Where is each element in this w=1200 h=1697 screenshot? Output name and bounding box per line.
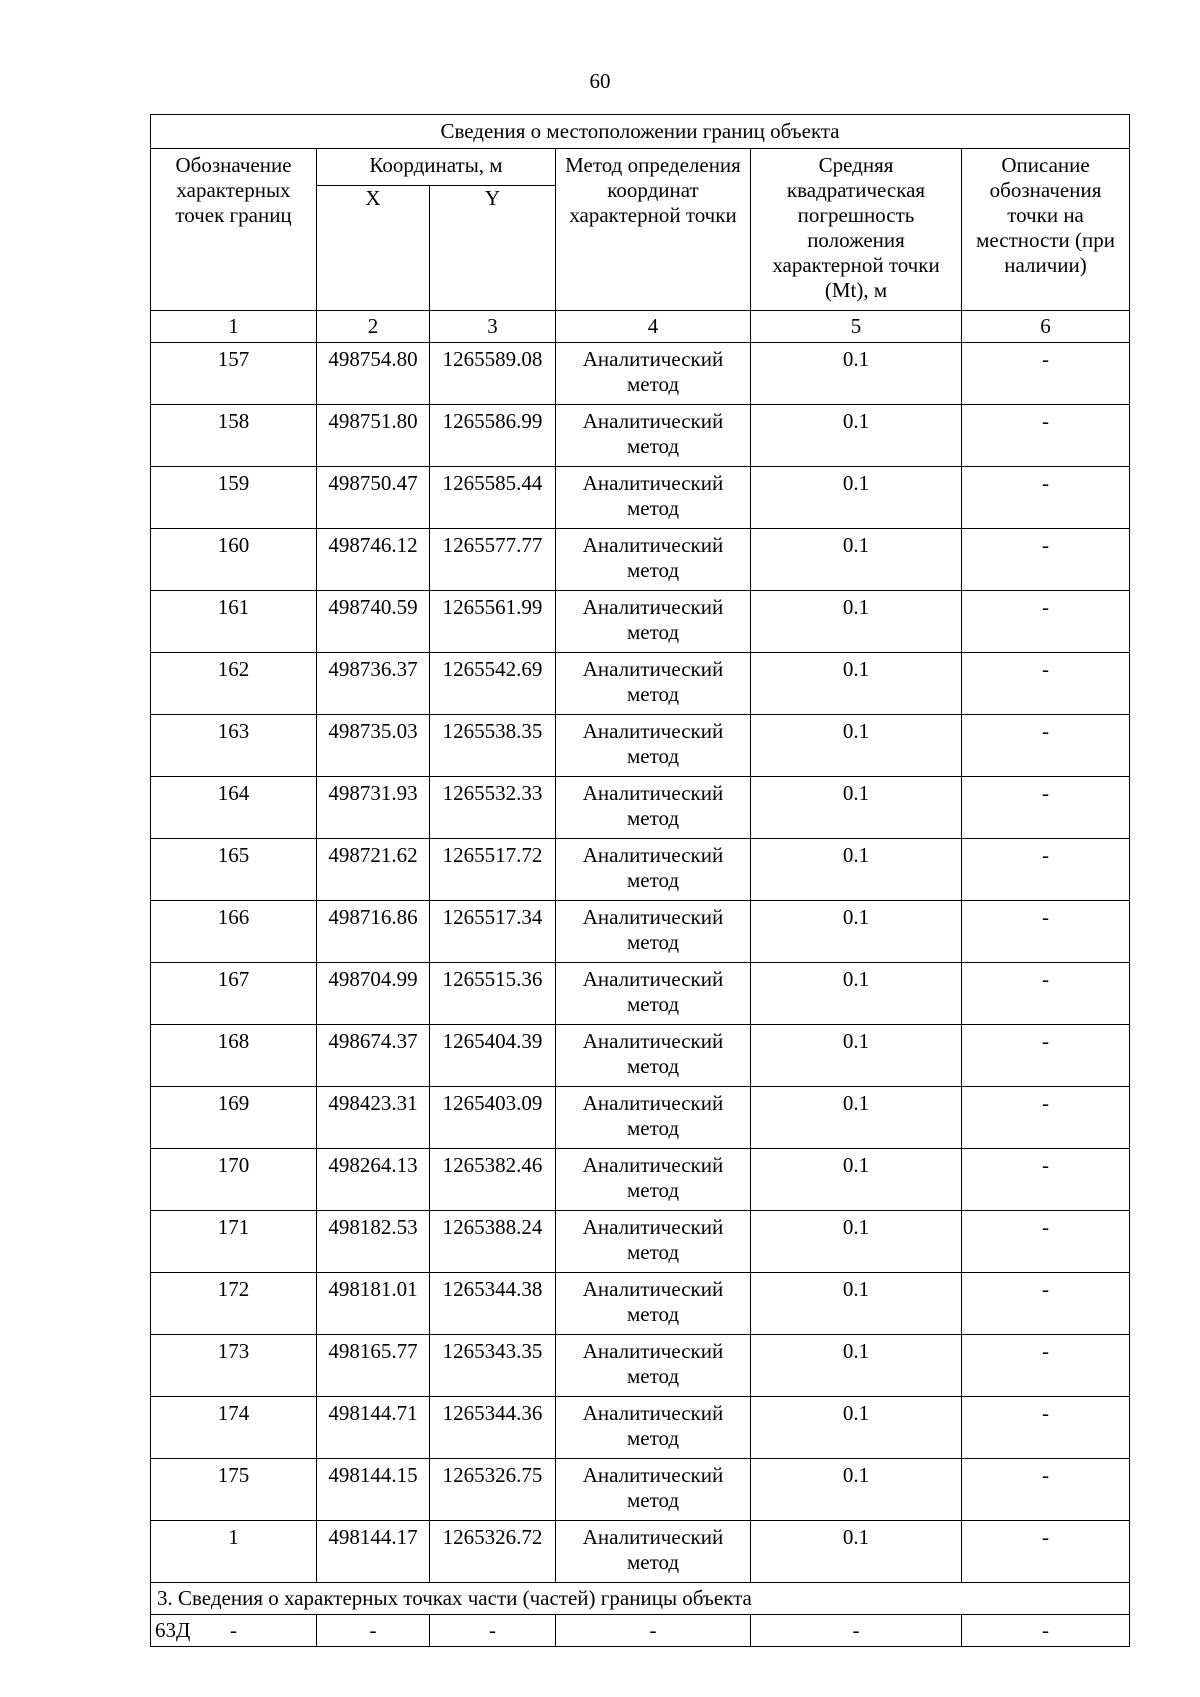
cell-x: 498740.59 [317, 591, 430, 653]
column-number-row [151, 311, 1130, 343]
empty-cell: - [151, 1615, 317, 1647]
cell-x: 498731.93 [317, 777, 430, 839]
cell-y: 1265517.34 [430, 901, 556, 963]
cell-point: 160 [151, 529, 317, 591]
cell-y: 1265344.38 [430, 1273, 556, 1335]
column-number: 2 [317, 311, 430, 343]
table-row [151, 1335, 1130, 1397]
cell-point: 168 [151, 1025, 317, 1087]
cell-method: Аналитический метод [556, 1397, 751, 1459]
cell-point: 170 [151, 1149, 317, 1211]
cell-error: 0.1 [751, 963, 962, 1025]
cell-y: 1265538.35 [430, 715, 556, 777]
cell-y: 1265586.99 [430, 405, 556, 467]
cell-description: - [962, 591, 1130, 653]
cell-method: Аналитический метод [556, 405, 751, 467]
table-row [151, 343, 1130, 405]
table-row [151, 529, 1130, 591]
cell-method: Аналитический метод [556, 963, 751, 1025]
cell-x: 498181.01 [317, 1273, 430, 1335]
empty-cell: - [962, 1615, 1130, 1647]
section-row [151, 1583, 1130, 1615]
cell-x: 498754.80 [317, 343, 430, 405]
cell-error: 0.1 [751, 715, 962, 777]
cell-description: - [962, 405, 1130, 467]
cell-y: 1265388.24 [430, 1211, 556, 1273]
column-number: 1 [151, 311, 317, 343]
cell-y: 1265403.09 [430, 1087, 556, 1149]
header-y: Y [430, 186, 556, 311]
cell-point: 159 [151, 467, 317, 529]
cell-description: - [962, 1459, 1130, 1521]
cell-error: 0.1 [751, 1211, 962, 1273]
column-number: 3 [430, 311, 556, 343]
cell-description: - [962, 1335, 1130, 1397]
column-number: 5 [751, 311, 962, 343]
cell-x: 498716.86 [317, 901, 430, 963]
table-row [151, 1149, 1130, 1211]
cell-error: 0.1 [751, 1397, 962, 1459]
cell-x: 498144.17 [317, 1521, 430, 1583]
cell-error: 0.1 [751, 343, 962, 405]
cell-point: 164 [151, 777, 317, 839]
cell-description: - [962, 1025, 1130, 1087]
cell-method: Аналитический метод [556, 653, 751, 715]
cell-method: Аналитический метод [556, 467, 751, 529]
cell-point: 172 [151, 1273, 317, 1335]
empty-cell: - [317, 1615, 430, 1647]
cell-point: 171 [151, 1211, 317, 1273]
cell-error: 0.1 [751, 591, 962, 653]
cell-method: Аналитический метод [556, 1459, 751, 1521]
cell-error: 0.1 [751, 1459, 962, 1521]
cell-x: 498736.37 [317, 653, 430, 715]
cell-point: 163 [151, 715, 317, 777]
table-row [151, 715, 1130, 777]
cell-description: - [962, 529, 1130, 591]
cell-error: 0.1 [751, 777, 962, 839]
cell-method: Аналитический метод [556, 1025, 751, 1087]
cell-x: 498165.77 [317, 1335, 430, 1397]
cell-point: 1 [151, 1521, 317, 1583]
cell-description: - [962, 839, 1130, 901]
cell-description: - [962, 1273, 1130, 1335]
cell-method: Аналитический метод [556, 1211, 751, 1273]
cell-x: 498751.80 [317, 405, 430, 467]
cell-error: 0.1 [751, 467, 962, 529]
cell-y: 1265326.72 [430, 1521, 556, 1583]
cell-description: - [962, 963, 1130, 1025]
table-row [151, 1397, 1130, 1459]
cell-description: - [962, 1397, 1130, 1459]
table-row [151, 1459, 1130, 1521]
header-description: Описание обозначения точки на местности (при наличии) [962, 149, 1130, 311]
cell-description: - [962, 901, 1130, 963]
cell-point: 169 [151, 1087, 317, 1149]
cell-method: Аналитический метод [556, 901, 751, 963]
header-error: Средняя квадратическая погрешность положения характерной точки (Mt), м [751, 149, 962, 311]
cell-description: - [962, 467, 1130, 529]
cell-method: Аналитический метод [556, 839, 751, 901]
cell-x: 498750.47 [317, 467, 430, 529]
cell-method: Аналитический метод [556, 1521, 751, 1583]
cell-y: 1265343.35 [430, 1335, 556, 1397]
cell-error: 0.1 [751, 1149, 962, 1211]
cell-error: 0.1 [751, 1521, 962, 1583]
table-row [151, 1025, 1130, 1087]
column-number: 4 [556, 311, 751, 343]
boundary-coordinates-table [150, 114, 1130, 1647]
cell-x: 498674.37 [317, 1025, 430, 1087]
cell-method: Аналитический метод [556, 777, 751, 839]
header-x: X [317, 186, 430, 311]
cell-x: 498423.31 [317, 1087, 430, 1149]
cell-y: 1265561.99 [430, 591, 556, 653]
cell-error: 0.1 [751, 1025, 962, 1087]
cell-description: - [962, 777, 1130, 839]
section-heading: 3. Сведения о характерных точках части (частей) границы объекта [151, 1583, 1130, 1615]
table-row [151, 1273, 1130, 1335]
table-title: Сведения о местоположении границ объекта [151, 115, 1130, 149]
cell-description: - [962, 343, 1130, 405]
cell-point: 174 [151, 1397, 317, 1459]
table-row [151, 1087, 1130, 1149]
cell-error: 0.1 [751, 1087, 962, 1149]
cell-point: 158 [151, 405, 317, 467]
cell-point: 161 [151, 591, 317, 653]
cell-method: Аналитический метод [556, 715, 751, 777]
cell-error: 0.1 [751, 839, 962, 901]
cell-method: Аналитический метод [556, 529, 751, 591]
cell-point: 165 [151, 839, 317, 901]
cell-description: - [962, 715, 1130, 777]
cell-description: - [962, 1211, 1130, 1273]
cell-description: - [962, 1149, 1130, 1211]
empty-cell: - [751, 1615, 962, 1647]
cell-error: 0.1 [751, 653, 962, 715]
table-row [151, 405, 1130, 467]
cell-error: 0.1 [751, 1335, 962, 1397]
cell-point: 167 [151, 963, 317, 1025]
cell-method: Аналитический метод [556, 1149, 751, 1211]
table-row [151, 1521, 1130, 1583]
cell-y: 1265344.36 [430, 1397, 556, 1459]
cell-x: 498144.71 [317, 1397, 430, 1459]
table-row [151, 467, 1130, 529]
table-row [151, 777, 1130, 839]
table-row [151, 901, 1130, 963]
cell-y: 1265326.75 [430, 1459, 556, 1521]
cell-y: 1265404.39 [430, 1025, 556, 1087]
cell-point: 173 [151, 1335, 317, 1397]
cell-x: 498735.03 [317, 715, 430, 777]
cell-x: 498264.13 [317, 1149, 430, 1211]
header-coords: Координаты, м [317, 149, 556, 186]
cell-description: - [962, 653, 1130, 715]
section-empty-row [151, 1615, 1130, 1647]
cell-error: 0.1 [751, 1273, 962, 1335]
page-number: 60 [589, 69, 611, 93]
table-row [151, 839, 1130, 901]
cell-method: Аналитический метод [556, 1087, 751, 1149]
cell-description: - [962, 1087, 1130, 1149]
cell-x: 498721.62 [317, 839, 430, 901]
cell-y: 1265585.44 [430, 467, 556, 529]
cell-error: 0.1 [751, 901, 962, 963]
header-method: Метод определения координат характерной точки [556, 149, 751, 311]
cell-method: Аналитический метод [556, 1273, 751, 1335]
cell-point: 166 [151, 901, 317, 963]
cell-point: 157 [151, 343, 317, 405]
header-point: Обозначение характерных точек границ [151, 149, 317, 311]
cell-error: 0.1 [751, 405, 962, 467]
cell-x: 498704.99 [317, 963, 430, 1025]
cell-y: 1265517.72 [430, 839, 556, 901]
cell-method: Аналитический метод [556, 591, 751, 653]
cell-error: 0.1 [751, 529, 962, 591]
cell-x: 498746.12 [317, 529, 430, 591]
table-row [151, 591, 1130, 653]
cell-y: 1265542.69 [430, 653, 556, 715]
table-row [151, 963, 1130, 1025]
cell-method: Аналитический метод [556, 343, 751, 405]
header-row [151, 149, 1130, 186]
cell-y: 1265515.36 [430, 963, 556, 1025]
empty-cell: - [556, 1615, 751, 1647]
cell-method: Аналитический метод [556, 1335, 751, 1397]
empty-cell: - [430, 1615, 556, 1647]
cell-x: 498144.15 [317, 1459, 430, 1521]
cell-description: - [962, 1521, 1130, 1583]
cell-y: 1265589.08 [430, 343, 556, 405]
table-title-row [151, 115, 1130, 149]
cell-y: 1265382.46 [430, 1149, 556, 1211]
table-row [151, 653, 1130, 715]
cell-point: 162 [151, 653, 317, 715]
cell-y: 1265577.77 [430, 529, 556, 591]
table-row [151, 1211, 1130, 1273]
cell-y: 1265532.33 [430, 777, 556, 839]
column-number: 6 [962, 311, 1130, 343]
footer-code: 63Д [155, 1618, 191, 1642]
cell-point: 175 [151, 1459, 317, 1521]
cell-x: 498182.53 [317, 1211, 430, 1273]
